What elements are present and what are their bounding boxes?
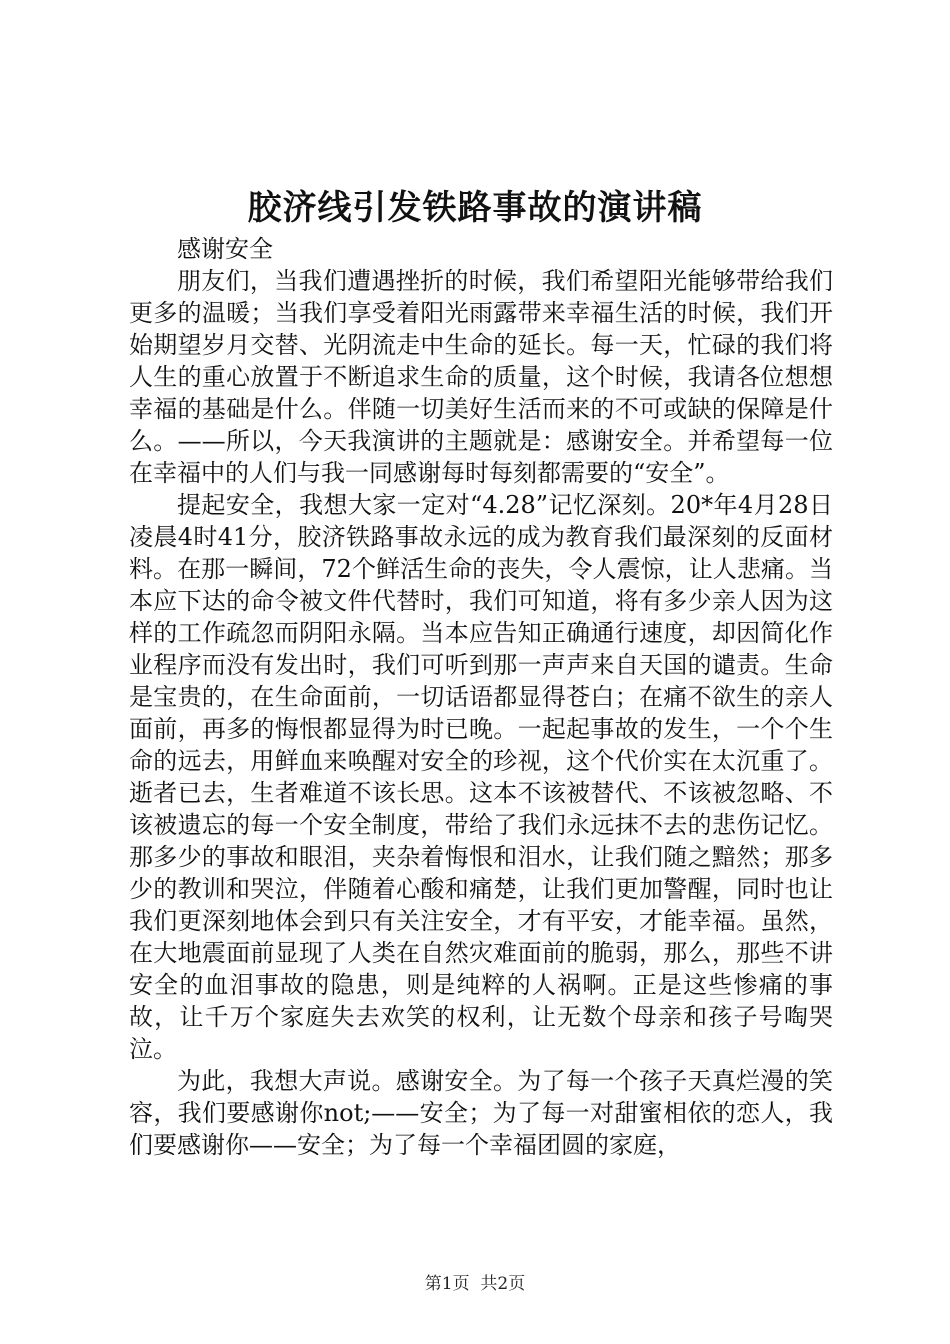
paragraph: 提起安全，我想大家一定对“4.28”记忆深刻。20*年4月28日凌晨4时41分，胶济铁路事故永远的成为教育我们最深刻的反面材料。在那一瞬间，72个鲜活生命的丧失，令人震惊，让人悲痛。当本应下达的命令被文件代替时，我们可知道，将有多少亲人因为这样的工作疏忽而阴阳永隔。当本应告知正确通行速度，却因简化作业程序而没有发出时，我们可听到那一声声来自天国的谴责。生命是宝贵的，在生命面前，一切话语都显得苍白；在痛不欲生的亲人面前，再多的悔恨都显得为时已晚。一起起事故的发生，一个个生命的远去，用鲜血来唤醒对安全的珍视，这个代价实在太沉重了。逝者已去，生者难道不该长思。这本不该被替代、不该被忽略、不该被遗忘的每一个安全制度，带给了我们永远抹不去的悲伤记忆。那多少的事故和眼泪，夹杂着悔恨和泪水，让我们随之黯然；那多少的教训和哭泣，伴随着心酸和痛楚，让我们更加警醒，同时也让我们更深刻地体会到只有关注安全，才有平安，才能幸福。虽然，在大地震面前显现了人类在自然灾难面前的脆弱，那么，那些不讲安全的血泪事故的隐患，则是纯粹的人祸啊。正是这些惨痛的事故，让千万个家庭失去欢笑的权利，让无数个母亲和孩子号啕哭泣。 [129, 491, 833, 1063]
document-body [129, 233, 833, 1161]
page-total: 共2页 [480, 1274, 526, 1294]
page-footer [0, 1272, 950, 1296]
page-number: 第1页 [424, 1274, 470, 1294]
footer-spacer [470, 1274, 481, 1294]
paragraph: 为此，我想大声说。感谢安全。为了每一个孩子天真烂漫的笑容，我们要感谢你not;——安全；为了每一对甜蜜相依的恋人，我们要感谢你——安全；为了每一个幸福团圆的家庭， [129, 1067, 833, 1159]
paragraph: 朋友们，当我们遭遇挫折的时候，我们希望阳光能够带给我们更多的温暖；当我们享受着阳光雨露带来幸福生活的时候，我们开始期望岁月交替、光阴流走中生命的延长。每一天，忙碌的我们将人生的重心放置于不断追求生命的质量，这个时候，我请各位想想幸福的基础是什么。伴随一切美好生活而来的不可或缺的保障是什么。——所以，今天我演讲的主题就是：感谢安全。并希望每一位在幸福中的人们与我一同感谢每时每刻都需要的“安全”。 [129, 267, 833, 487]
document-title: 胶济线引发铁路事故的演讲稿 [247, 188, 703, 228]
paragraph: 感谢安全 [177, 235, 273, 263]
